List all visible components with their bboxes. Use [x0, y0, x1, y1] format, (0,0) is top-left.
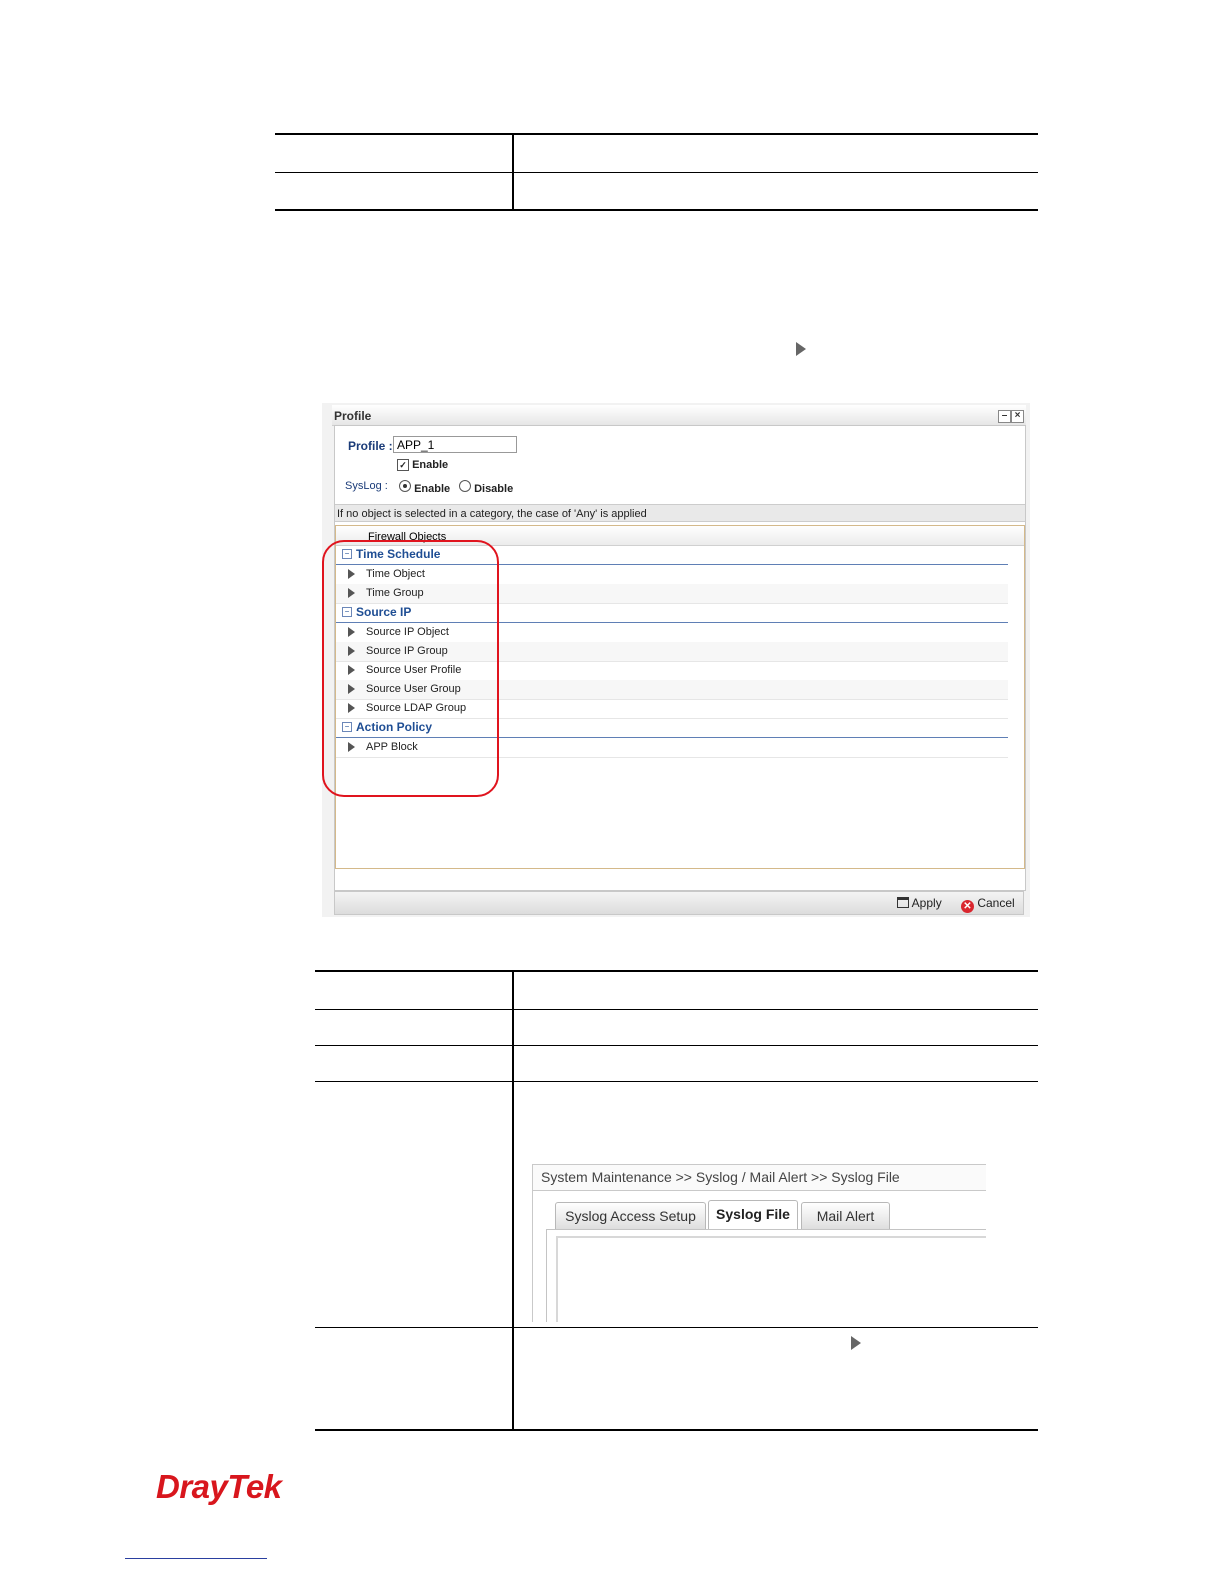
tree-item-label: Source User Profile — [366, 664, 462, 676]
desc-table-cell — [513, 971, 1038, 1010]
profile-name-input[interactable]: APP_1 — [393, 436, 517, 453]
footer-rule — [125, 1558, 267, 1559]
category-label: Action Policy — [356, 720, 433, 734]
collapse-icon[interactable]: − — [342, 722, 352, 732]
tree-item-label: Source User Group — [366, 683, 461, 695]
tree-item-label: Source IP Group — [366, 645, 448, 657]
syslog-enable-option[interactable] — [399, 480, 450, 495]
desc-table-cell — [315, 971, 513, 1010]
tree-header-label: Firewall Objects — [368, 531, 447, 543]
syslog-file-screenshot — [532, 1164, 986, 1322]
expand-arrow-icon — [796, 342, 806, 356]
syslog-disable-radio[interactable] — [459, 480, 471, 492]
apply-button[interactable] — [897, 896, 942, 910]
expand-arrow-icon — [851, 1336, 861, 1350]
cancel-label: Cancel — [977, 896, 1015, 910]
category-label: Time Schedule — [356, 547, 441, 561]
any-object-note: If no object is selected in a category, the case of 'Any' is applied — [335, 504, 1025, 522]
breadcrumb: System Maintenance >> Syslog / Mail Alert >> Syslog File — [532, 1164, 986, 1191]
dialog-titlebar — [332, 405, 1026, 426]
syslog-disable-label: Disable — [474, 483, 514, 495]
dialog-footer — [334, 891, 1024, 915]
dialog-title: Profile — [334, 409, 372, 423]
desc-table-cell — [315, 1082, 513, 1328]
enable-label: Enable — [412, 459, 449, 471]
logo-tek: Tek — [227, 1468, 282, 1505]
top-table-cell — [513, 134, 1038, 173]
close-icon[interactable]: × — [1011, 410, 1024, 423]
desc-table-cell — [315, 1328, 513, 1431]
tab-syslog-file[interactable]: Syslog File — [708, 1200, 798, 1229]
minimize-icon[interactable]: – — [998, 410, 1011, 423]
tree-item-label: APP Block — [366, 741, 418, 753]
category-label: Source IP — [356, 605, 412, 619]
tab-content-inner — [556, 1236, 986, 1322]
enable-checkbox[interactable]: ✓ — [397, 459, 409, 471]
cancel-button[interactable] — [961, 896, 1015, 913]
tree-item-label: Time Group — [366, 587, 424, 599]
highlight-outline — [322, 540, 499, 797]
desc-table-cell — [315, 1010, 513, 1046]
tab-mail-alert[interactable]: Mail Alert — [801, 1202, 890, 1229]
draytek-logo — [156, 1468, 282, 1506]
tree-item-label: Source LDAP Group — [366, 702, 467, 714]
tree-item-label: Time Object — [366, 568, 425, 580]
logo-dray: Dray — [156, 1468, 228, 1505]
top-table — [275, 133, 1038, 211]
syslog-disable-option[interactable] — [459, 480, 513, 495]
enable-checkbox-row[interactable] — [397, 459, 448, 471]
tab-syslog-access-setup[interactable]: Syslog Access Setup — [555, 1202, 706, 1229]
tree-item-label: Source IP Object — [366, 626, 449, 638]
syslog-enable-label: Enable — [414, 483, 451, 495]
desc-table-cell — [513, 1046, 1038, 1082]
syslog-label: SysLog : — [345, 480, 388, 492]
top-table-cell — [513, 173, 1038, 211]
desc-table-cell — [513, 1328, 1038, 1431]
calendar-icon — [897, 897, 909, 908]
top-table-cell — [275, 134, 513, 173]
desc-table-cell — [513, 1010, 1038, 1046]
profile-label: Profile : — [348, 439, 393, 453]
cancel-icon: ✕ — [961, 900, 974, 913]
collapse-icon[interactable]: − — [342, 607, 352, 617]
collapse-icon[interactable]: − — [342, 549, 352, 559]
apply-label: Apply — [911, 896, 942, 910]
top-table-cell — [275, 173, 513, 211]
syslog-enable-radio[interactable] — [399, 480, 411, 492]
desc-table-cell — [315, 1046, 513, 1082]
